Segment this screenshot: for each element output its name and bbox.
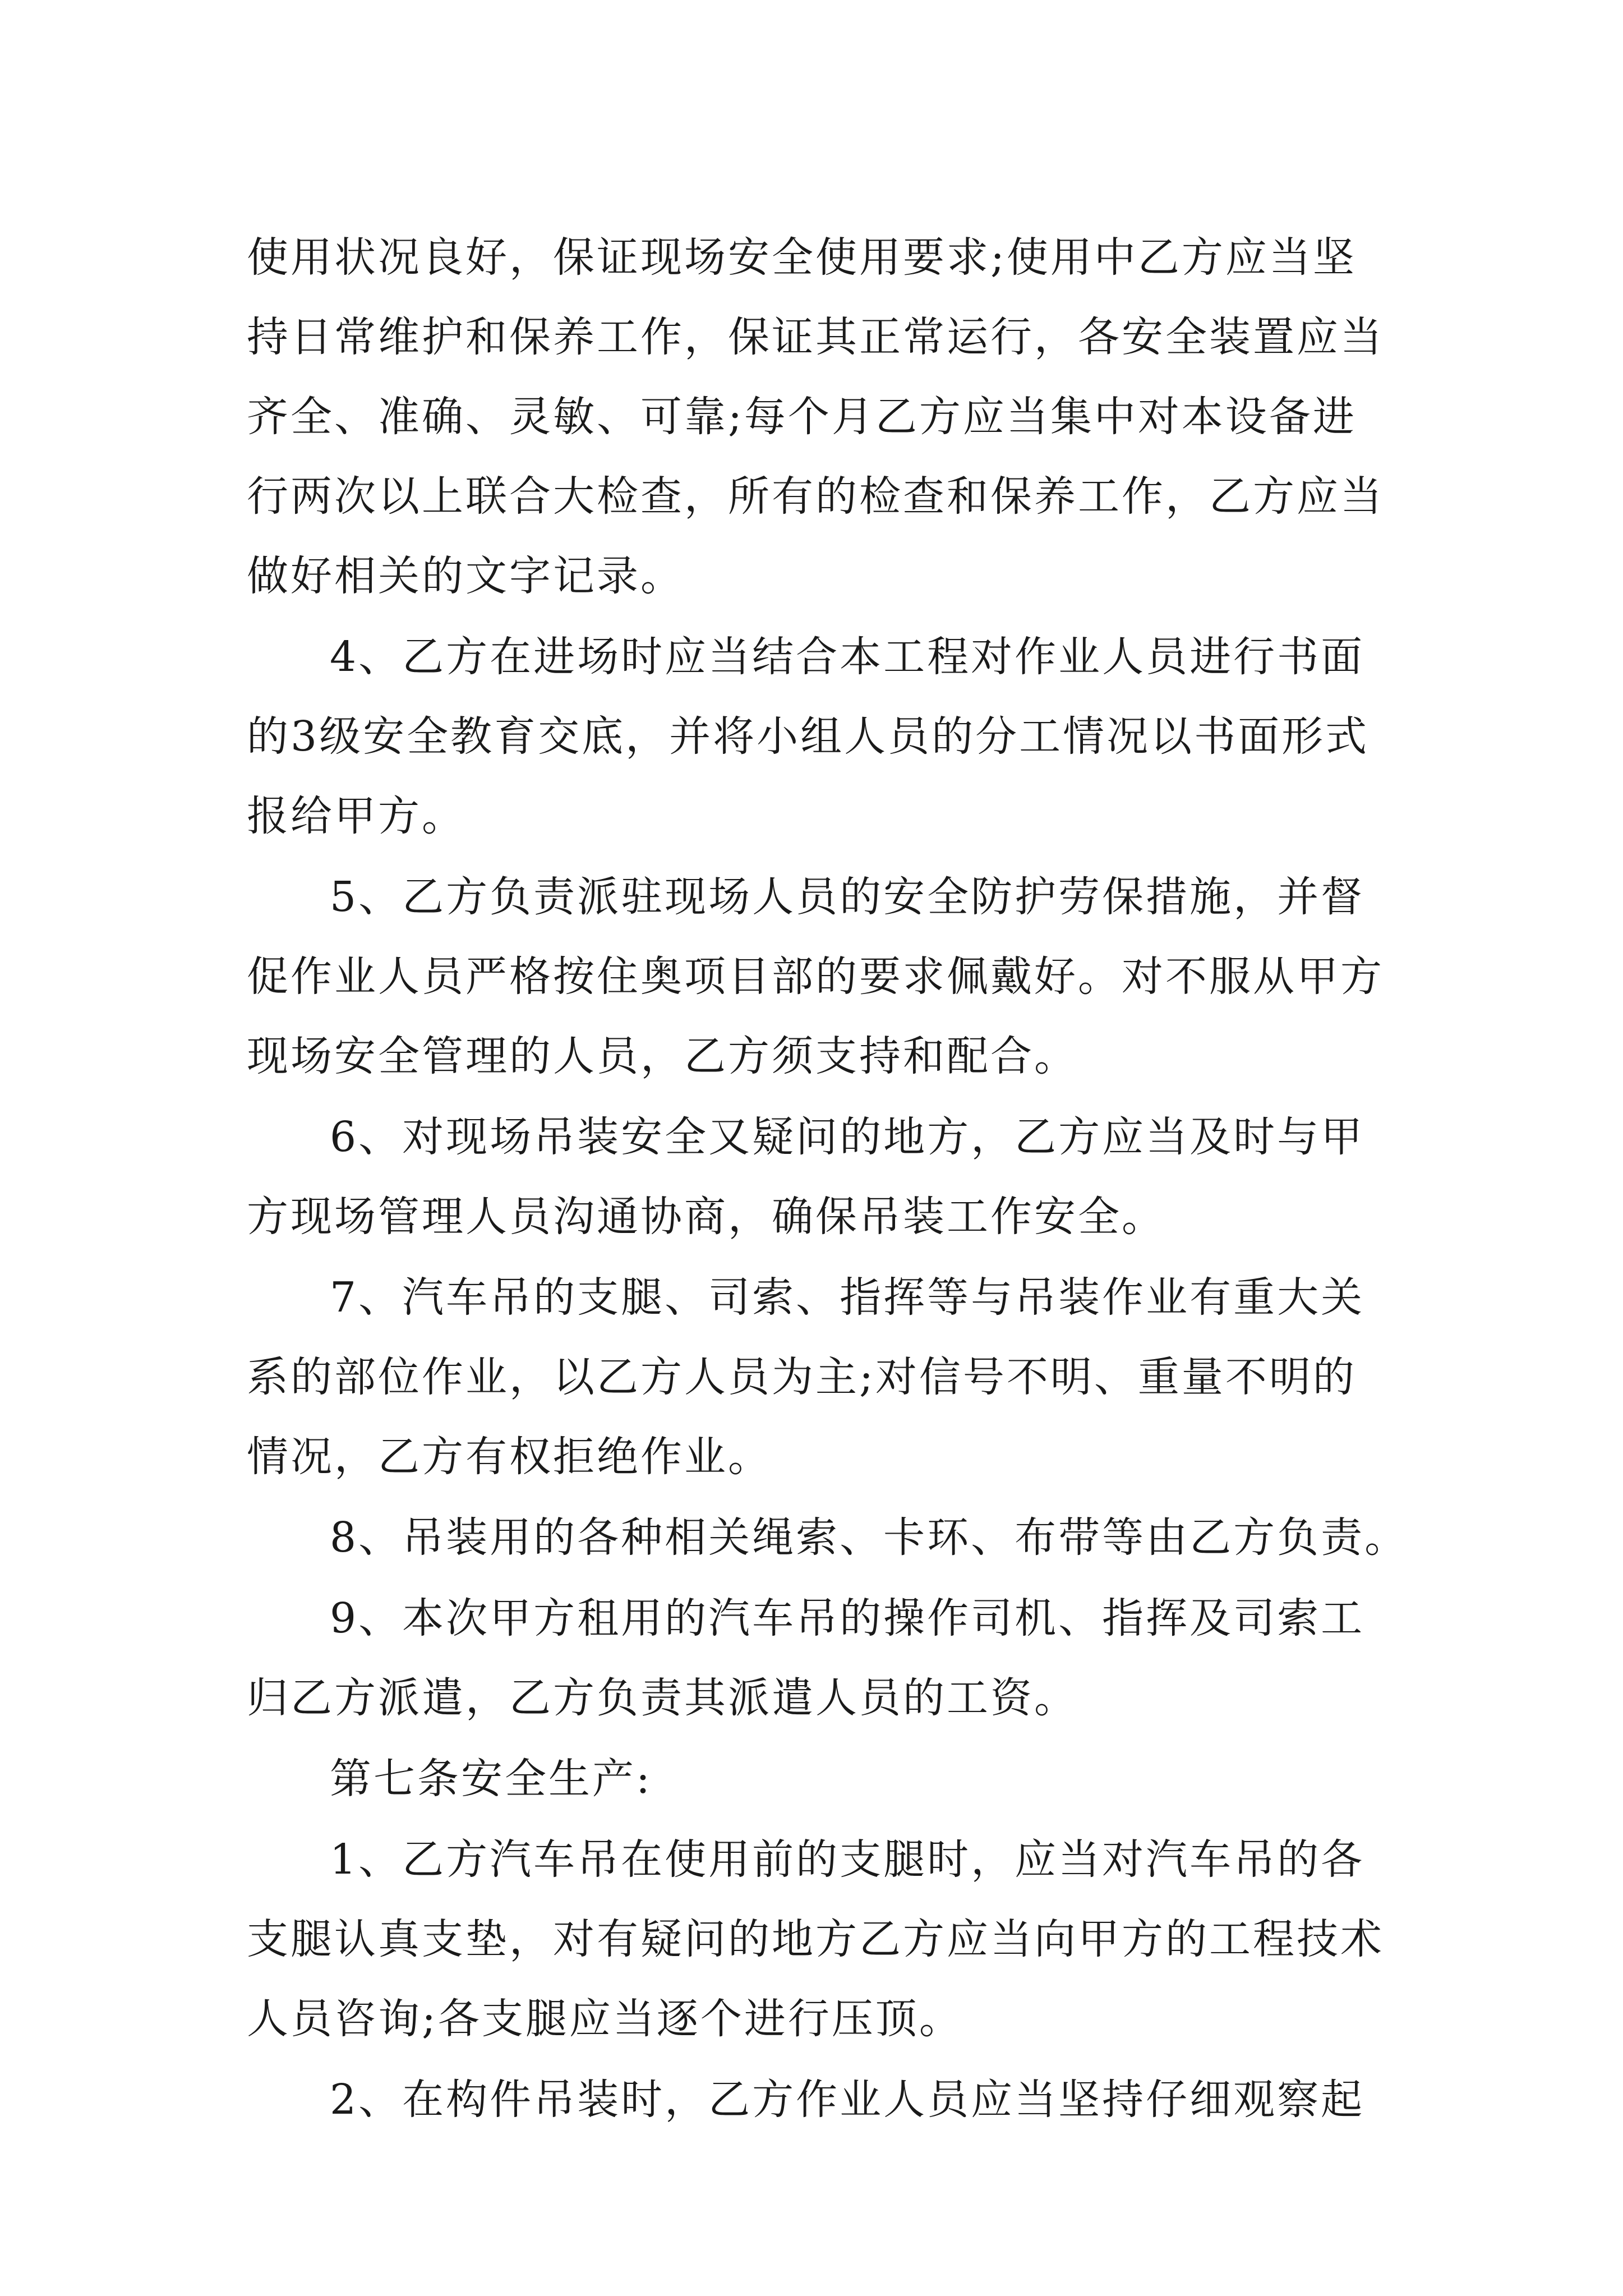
paragraph-line: 1、乙方汽车吊在使用前的支腿时，应当对汽车吊的各 <box>330 1835 1365 1884</box>
paragraph <box>247 1258 1385 1497</box>
paragraph-line: 支腿认真支垫，对有疑问的地方乙方应当向甲方的工程技术 <box>247 1915 1384 1963</box>
paragraph-line: 4、乙方在进场时应当结合本工程对作业人员进行书面 <box>330 633 1365 681</box>
paragraph-line: 情况，乙方有权拒绝作业。 <box>247 1433 772 1481</box>
paragraph-line: 现场安全管理的人员，乙方须支持和配合。 <box>247 1032 1078 1080</box>
paragraph <box>247 1579 1385 1738</box>
paragraph-line: 2、在构件吊装时，乙方作业人员应当坚持仔细观察起 <box>330 2076 1365 2124</box>
paragraph <box>247 218 1385 616</box>
paragraph-line: 使用状况良好，保证现场安全使用要求;使用中乙方应当坚 <box>247 233 1357 282</box>
document-body <box>247 218 1409 2139</box>
paragraph-line: 做好相关的文字记录。 <box>247 552 684 600</box>
paragraph-line: 促作业人员严格按住奥项目部的要求佩戴好。对不服从甲方 <box>247 953 1384 1001</box>
paragraph-line: 第七条安全生产: <box>330 1755 652 1803</box>
paragraph-line: 行两次以上联合大检查，所有的检查和保养工作，乙方应当 <box>247 472 1384 521</box>
paragraph-line: 系的部位作业，以乙方人员为主;对信号不明、重量不明的 <box>247 1353 1357 1401</box>
paragraph-line: 报给甲方。 <box>247 792 465 840</box>
paragraph-line: 归乙方派遣，乙方负责其派遣人员的工资。 <box>247 1674 1078 1722</box>
paragraph-line: 方现场管理人员沟通协商，确保吊装工作安全。 <box>247 1193 1165 1241</box>
paragraph-line: 6、对现场吊装安全又疑问的地方，乙方应当及时与甲 <box>330 1113 1365 1161</box>
paragraph <box>247 2060 1385 2139</box>
paragraph-line: 9、本次甲方租用的汽车吊的操作司机、指挥及司索工 <box>330 1594 1365 1642</box>
paragraph-line: 持日常维护和保养工作，保证其正常运行，各安全装置应当 <box>247 313 1384 361</box>
paragraph <box>247 1498 1409 1577</box>
paragraph-line: 的3级安全教育交底，并将小组人员的分工情况以书面形式 <box>247 712 1370 761</box>
paragraph <box>247 1820 1385 2059</box>
paragraph-line: 人员咨询;各支腿应当逐个进行压顶。 <box>247 1995 963 2043</box>
paragraph <box>247 617 1385 856</box>
paragraph-line: 齐全、准确、灵敏、可靠;每个月乙方应当集中对本设备进 <box>247 393 1357 441</box>
paragraph-line: 5、乙方负责派驻现场人员的安全防护劳保措施，并督 <box>330 873 1365 921</box>
paragraph <box>247 1097 1385 1257</box>
paragraph <box>247 857 1385 1096</box>
paragraph-line: 7、汽车吊的支腿、司索、指挥等与吊装作业有重大关 <box>330 1273 1365 1322</box>
paragraph-line: 8、吊装用的各种相关绳索、卡环、布带等由乙方负责。 <box>330 1513 1409 1562</box>
paragraph <box>247 1739 1385 1819</box>
